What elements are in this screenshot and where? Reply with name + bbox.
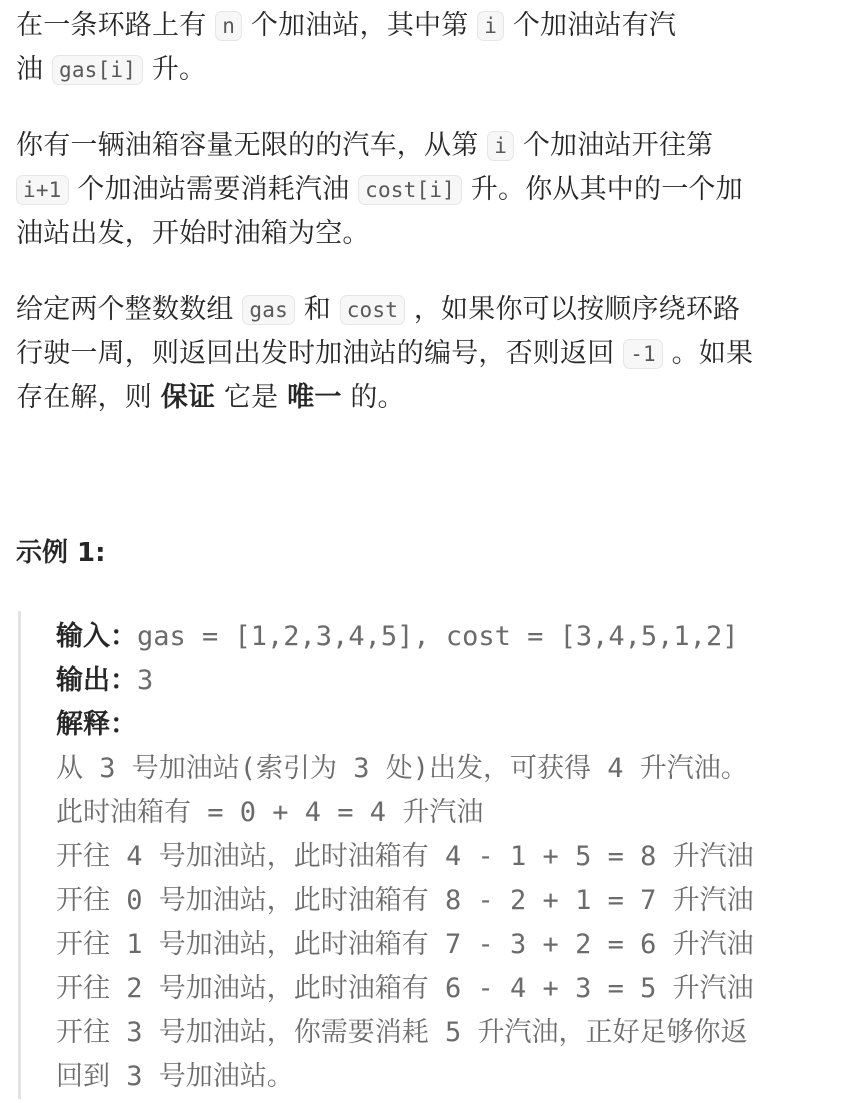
text: 油站出发，开始时油箱为空。	[16, 218, 370, 249]
description-paragraph-2	[16, 124, 849, 256]
text: 个加油站，其中第	[242, 10, 478, 41]
explain-line: 回到 3 号加油站。	[56, 1061, 294, 1092]
text: 升。你从其中的一个加	[462, 174, 743, 205]
text: 存在解，则	[16, 382, 161, 413]
text: 。如果	[662, 338, 754, 369]
text: ，如果你可以按顺序绕环路	[405, 294, 741, 325]
inline-code-cost: cost	[340, 295, 405, 325]
explain-line: 开往 0 号加油站，此时油箱有 8 - 2 + 1 = 7 升汽油	[56, 885, 754, 916]
text: 行驶一周，则返回出发时加油站的编号，否则返回	[16, 338, 624, 369]
example-output-line	[56, 659, 849, 703]
inline-code-i-plus-1: i+1	[16, 175, 69, 205]
text: 油	[16, 54, 52, 85]
inline-code-minus-1: -1	[623, 339, 663, 369]
emphasis-unique: 唯一	[287, 382, 342, 413]
text: 和	[294, 294, 340, 325]
inline-code-gas-i: gas[i]	[52, 55, 143, 85]
inline-code-n: n	[215, 11, 242, 41]
inline-code-i: i	[477, 11, 504, 41]
text: 个加油站需要消耗汽油	[68, 174, 359, 205]
explain-line: 开往 4 号加油站，此时油箱有 4 - 1 + 5 = 8 升汽油	[56, 841, 754, 872]
text: 它是	[215, 382, 288, 413]
input-value: gas = [1,2,3,4,5], cost = [3,4,5,1,2]	[137, 621, 739, 652]
output-value: 3	[137, 665, 154, 696]
example-input-line	[56, 615, 849, 659]
emphasis-guarantee: 保证	[160, 382, 216, 413]
text: 个加油站开往第	[514, 130, 714, 161]
inline-code-gas: gas	[242, 295, 295, 325]
output-label: 输出：	[56, 665, 137, 696]
example-block	[18, 611, 849, 1099]
text: 给定两个整数数组	[16, 294, 243, 325]
explain-line: 此时油箱有 = 0 + 4 = 4 升汽油	[56, 797, 484, 828]
text: 在一条环路上有	[16, 10, 216, 41]
text: 你有一辆油箱容量无限的的汽车，从第	[16, 130, 488, 161]
inline-code-i: i	[487, 131, 514, 161]
text: 个加油站有汽	[504, 10, 677, 41]
explain-line: 开往 1 号加油站，此时油箱有 7 - 3 + 2 = 6 升汽油	[56, 929, 754, 960]
explain-line: 从 3 号加油站(索引为 3 处)出发，可获得 4 升汽油。	[56, 753, 748, 784]
explain-label: 解释：	[56, 709, 137, 740]
inline-code-cost-i: cost[i]	[358, 175, 462, 205]
input-label: 输入：	[56, 621, 137, 652]
explain-line: 开往 3 号加油站，你需要消耗 5 升汽油，正好足够你返	[56, 1017, 748, 1048]
text: 升。	[143, 54, 207, 85]
description-paragraph-3	[16, 288, 849, 420]
explain-line: 开往 2 号加油站，此时油箱有 6 - 4 + 3 = 5 升汽油	[56, 973, 754, 1004]
text: 的。	[341, 382, 405, 413]
description-paragraph-1	[16, 4, 849, 92]
example-title: 示例 1:	[16, 538, 106, 568]
